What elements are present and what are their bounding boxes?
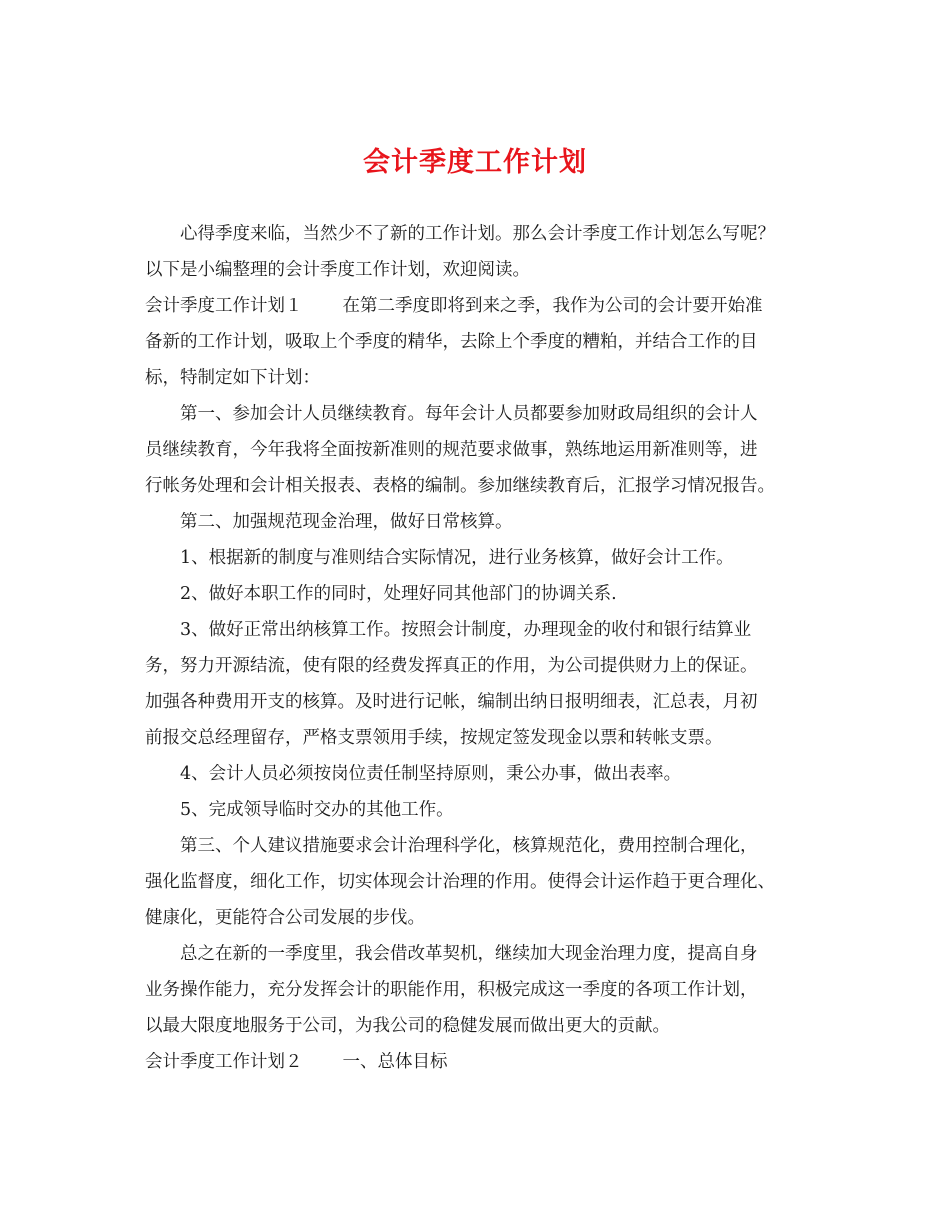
paragraph-line: 心得季度来临，当然少不了新的工作计划。那么会计季度工作计划怎么写呢？ (180, 224, 775, 244)
list-item-line: 3、做好正常出纳核算工作。按照会计制度，办理现金的收付和银行结算业 (180, 620, 752, 640)
section-heading-line: 会计季度工作计划２ 一、总体目标 (145, 1052, 448, 1072)
list-item-line: 5、完成领导临时交办的其他工作。 (180, 800, 454, 820)
paragraph-line: 总之在新的一季度里，我会借改革契机，继续加大现金治理力度，提高自身 (180, 944, 758, 964)
paragraph-line: 第二、加强规范现金治理，做好日常核算。 (180, 512, 513, 532)
paragraph-line: 以最大限度地服务于公司，为我公司的稳健发展而做出更大的贡献。 (145, 1016, 670, 1036)
paragraph-line: 健康化，更能符合公司发展的步伐。 (145, 908, 425, 928)
document-title: 会计季度工作计划 (363, 147, 587, 178)
section-heading-line: 会计季度工作计划１ 在第二季度即将到来之季，我作为公司的会计要开始准 (145, 296, 763, 316)
paragraph-line: 行帐务处理和会计相关报表、表格的编制。参加继续教育后，汇报学习情况报告。 (145, 476, 775, 496)
paragraph-line: 员继续教育，今年我将全面按新准则的规范要求做事，熟练地运用新准则等，进 (145, 440, 758, 460)
section-heading: 会计季度工作计划１ (145, 296, 303, 316)
list-item-line: 4、会计人员必须按岗位责任制坚持原则，秉公办事，做出表率。 (180, 764, 682, 784)
paragraph-line: 以下是小编整理的会计季度工作计划，欢迎阅读。 (145, 260, 530, 280)
paragraph-line: 第一、参加会计人员继续教育。每年会计人员都要参加财政局组织的会计人 (180, 404, 758, 424)
list-item-line: 2、做好本职工作的同时，处理好同其他部门的协调关系. (180, 584, 617, 604)
paragraph-line: 强化监督度，细化工作，切实体现会计治理的作用。使得会计运作趋于更合理化、 (145, 872, 775, 892)
paragraph-line: 标，特制定如下计划： (145, 368, 320, 388)
paragraph-line: 前报交总经理留存，严格支票领用手续，按规定签发现金以票和转帐支票。 (145, 728, 723, 748)
section-heading: 会计季度工作计划２ (145, 1052, 303, 1072)
document-body (145, 216, 815, 1080)
paragraph-line: 业务操作能力，充分发挥会计的职能作用，积极完成这一季度的各项工作计划， (145, 980, 758, 1000)
paragraph-line: 第三、个人建议措施要求会计治理科学化，核算规范化，费用控制合理化， (180, 836, 758, 856)
paragraph-line: 备新的工作计划，吸取上个季度的精华，去除上个季度的糟粕，并结合工作的目 (145, 332, 758, 352)
paragraph-line: 加强各种费用开支的核算。及时进行记帐，编制出纳日报明细表，汇总表，月初 (145, 692, 758, 712)
paragraph-line: 务，努力开源结流，使有限的经费发挥真正的作用，为公司提供财力上的保证。 (145, 656, 758, 676)
list-item-line: 1、根据新的制度与准则结合实际情况，进行业务核算，做好会计工作。 (180, 548, 734, 568)
